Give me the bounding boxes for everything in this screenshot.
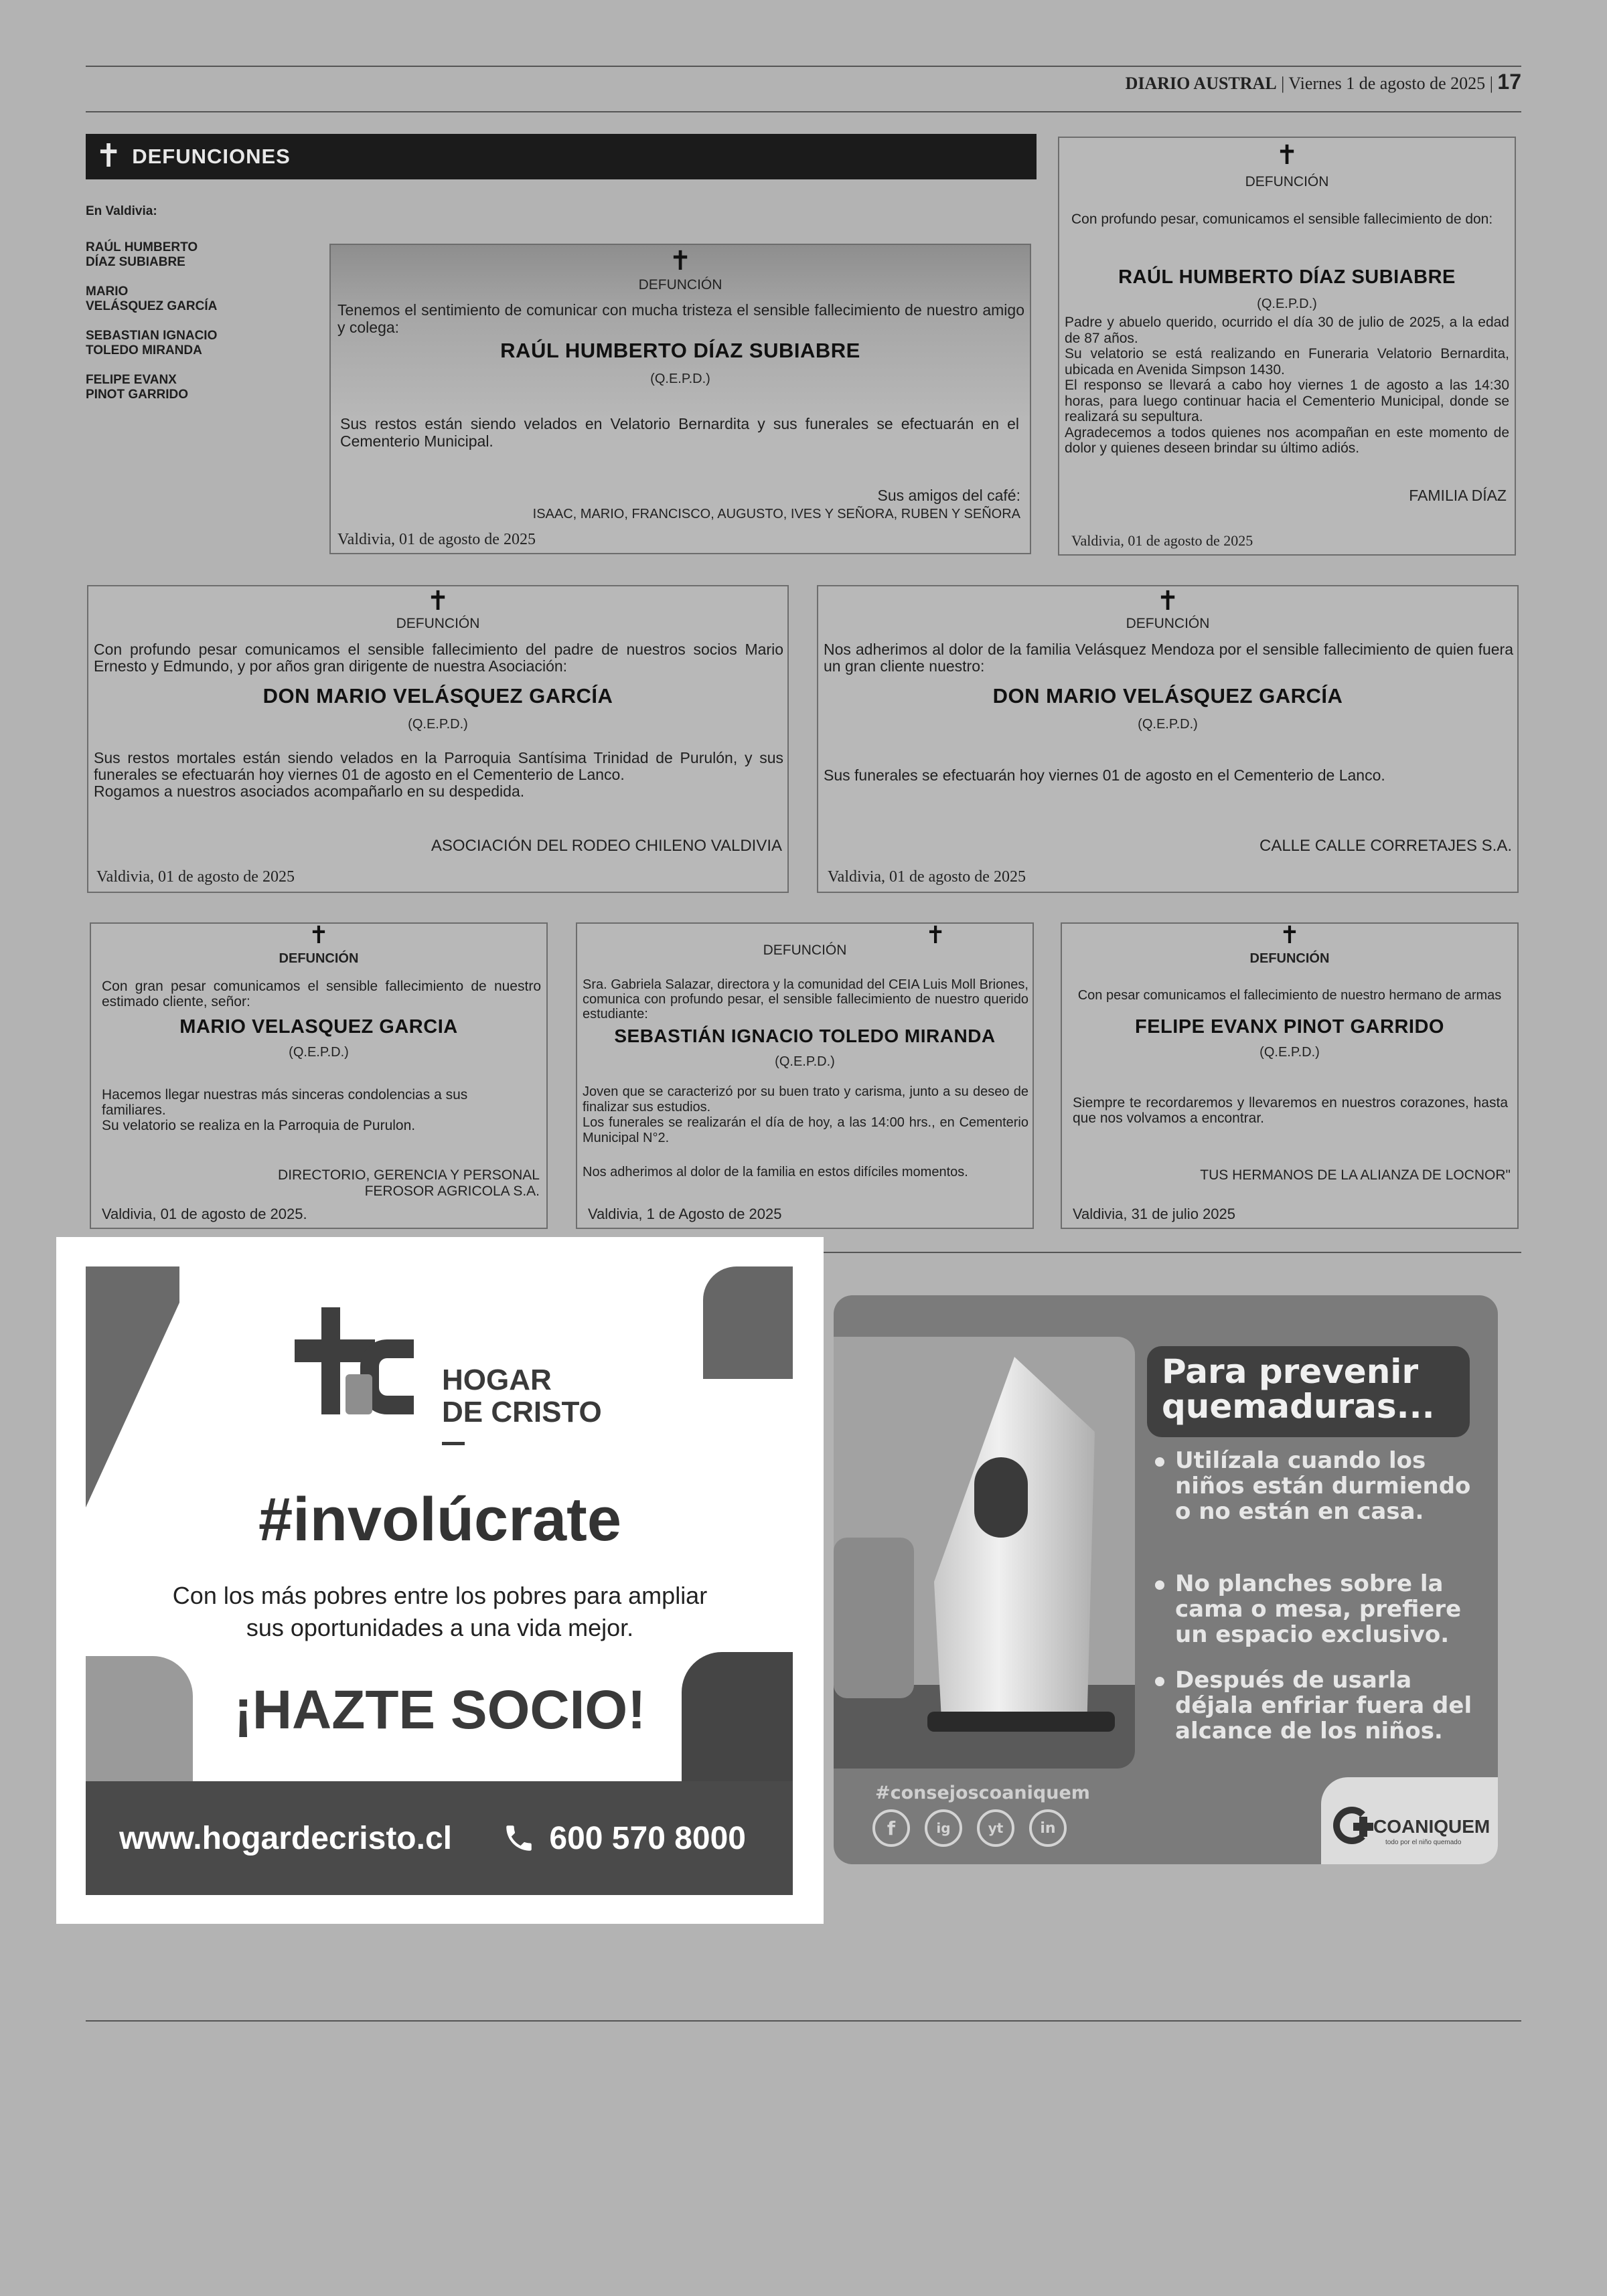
youtube-icon[interactable]: yt: [977, 1809, 1014, 1847]
qepd: (Q.E.P.D.): [1257, 297, 1317, 311]
cross-icon: ✝: [669, 246, 692, 276]
tip-bullet: Después de usarla déjala enfriar fuera del alcance de los niños.: [1155, 1667, 1476, 1744]
page-header: DIARIO AUSTRAL | Viernes 1 de agosto de 2025 | 17: [1125, 70, 1521, 94]
death-notice: [576, 922, 1034, 1229]
section-title-bar: [86, 134, 1037, 179]
header-rule: [86, 111, 1521, 112]
hashtag: #involúcrate: [258, 1485, 621, 1554]
qepd: (Q.E.P.D.): [408, 717, 468, 732]
phone-block: [502, 1820, 746, 1857]
coaniquem-logo: [1321, 1777, 1498, 1864]
hogar-logo-icon: [295, 1307, 415, 1421]
ad-title: Para prevenir quemaduras...: [1147, 1346, 1470, 1437]
death-notice: [1061, 922, 1519, 1229]
qepd: (Q.E.P.D.): [1259, 1045, 1320, 1060]
deceased-name: DON MARIO VELÁSQUEZ GARCÍA: [262, 684, 613, 708]
section-title: DEFUNCIONES: [132, 145, 291, 168]
notice-label: DEFUNCIÓN: [1245, 174, 1329, 189]
notice-body: Padre y abuelo querido, ocurrido el día 30 de julio de 2025, a la edad de 87 años. Su velatorio se está realizando en Funeraria Velatorio Bernardita, ubicada en Avenida Simpson 1430. El responso se llevará a cabo hoy viernes 1 de agosto a las 14:30 horas, para luego continuar hacia el Cementerio Municipal, donde se realizará su sepultura. Agradecemos a todos quienes nos acompañan en este momento de dolor y quienes deseen brindar su último adiós.: [1065, 315, 1509, 456]
notice-date: Valdivia, 01 de agosto de 2025: [828, 868, 1026, 886]
tagline: Con los más pobres entre los pobres para ampliar sus oportunidades a una vida mejor.: [172, 1582, 708, 1641]
cross-icon: ✝: [427, 586, 449, 617]
index-name: FELIPE EVANX PINOT GARRIDO: [86, 373, 189, 402]
decor-shape: [703, 1266, 793, 1379]
notice-intro: Con gran pesar comunicamos el sensible fallecimiento de nuestro estimado cliente, señor:: [102, 979, 541, 1009]
death-notice: [1058, 137, 1516, 556]
issue-date: Viernes 1 de agosto de 2025: [1288, 74, 1486, 93]
paper-name: DIARIO AUSTRAL: [1125, 74, 1277, 93]
deceased-name: FELIPE EVANX PINOT GARRIDO: [1134, 1016, 1444, 1038]
notice-body: Sus funerales se efectuarán hoy viernes 01 de agosto en el Cementerio de Lanco.: [824, 766, 1385, 784]
index-name: MARIO VELÁSQUEZ GARCÍA: [86, 284, 218, 313]
notice-date: Valdivia, 31 de julio 2025: [1073, 1206, 1235, 1222]
cross-icon: ✝: [95, 139, 123, 174]
notice-date: Valdivia, 01 de agosto de 2025: [1071, 532, 1253, 549]
deceased-name: RAÚL HUMBERTO DÍAZ SUBIABRE: [1118, 266, 1456, 288]
phone-icon: [502, 1821, 536, 1855]
phone-number: 600 570 8000: [549, 1820, 746, 1856]
notice-body: Nos adherimos al dolor de la familia en estos difíciles momentos.: [583, 1165, 968, 1179]
index-name: RAÚL HUMBERTO DÍAZ SUBIABRE: [86, 240, 198, 269]
iron-icon: [934, 1357, 1095, 1732]
notice-label: DEFUNCIÓN: [763, 942, 847, 958]
notice-body: Siempre te recordaremos y llevaremos en nuestros corazones, hasta que nos volvamos a encontrar.: [1073, 1095, 1508, 1126]
deaths-index: [86, 204, 240, 417]
notice-label: DEFUNCIÓN: [279, 951, 359, 966]
instagram-icon[interactable]: ig: [925, 1809, 962, 1847]
notice-intro: Con profundo pesar comunicamos el sensible fallecimiento del padre de nuestros socios Mario Ernesto y Edmundo, y por años gran dirigente de nuestra Asociación:: [94, 641, 783, 675]
facebook-icon[interactable]: f: [872, 1809, 910, 1847]
page-number: 17: [1497, 70, 1521, 94]
notice-intro: Tenemos el sentimiento de comunicar con mucha tristeza el sensible fallecimiento de nuestro amigo y colega:: [337, 301, 1024, 336]
cross-icon: ✝: [1279, 922, 1300, 949]
index-city: En Valdivia:: [86, 204, 157, 218]
tip-bullet: Utilízala cuando los niños están durmiendo o no están en casa.: [1155, 1448, 1476, 1524]
notice-signature: DIRECTORIO, GERENCIA Y PERSONAL: [278, 1167, 540, 1183]
notice-date: Valdivia, 01 de agosto de 2025: [96, 868, 295, 886]
notice-signature: ASOCIACIÓN DEL RODEO CHILENO VALDIVIA: [431, 837, 782, 855]
notice-signature: FEROSOR AGRICOLA S.A.: [364, 1183, 540, 1199]
qepd: (Q.E.P.D.): [1138, 717, 1198, 732]
ad-footer: [86, 1781, 793, 1895]
notice-label: DEFUNCIÓN: [396, 616, 480, 631]
index-name: SEBASTIAN IGNACIO TOLEDO MIRANDA: [86, 329, 218, 357]
notice-date: Valdivia, 01 de agosto de 2025.: [102, 1206, 307, 1222]
coaniquem-cross-icon: [1333, 1807, 1373, 1847]
hogar-de-cristo-ad: [56, 1237, 824, 1924]
notice-signature: TUS HERMANOS DE LA ALIANZA DE LOCNOR": [1200, 1167, 1511, 1183]
hogar-brand: HOGAR DE CRISTO: [442, 1364, 602, 1445]
page-bottom-rule: [86, 2020, 1521, 2022]
deceased-name: SEBASTIÁN IGNACIO TOLEDO MIRANDA: [614, 1026, 996, 1046]
cross-icon: ✝: [1156, 586, 1179, 617]
decor-shape: [86, 1266, 179, 1507]
tip-bullet: No planches sobre la cama o mesa, prefiere un espacio exclusivo.: [1155, 1571, 1476, 1647]
ad-hashtag: #consejoscoaniquem: [875, 1783, 1090, 1803]
notice-body: Sus restos están siendo velados en Velatorio Bernardita y sus funerales se efectuarán en el Cementerio Municipal.: [340, 415, 1019, 450]
qepd: (Q.E.P.D.): [650, 372, 710, 386]
coaniquem-ad: [834, 1295, 1498, 1864]
notice-label: DEFUNCIÓN: [1249, 951, 1330, 966]
top-rule: [86, 66, 1521, 67]
notice-signature: CALLE CALLE CORRETAJES S.A.: [1259, 837, 1512, 855]
notice-label: DEFUNCIÓN: [638, 277, 722, 293]
cross-icon: ✝: [308, 922, 329, 949]
qepd: (Q.E.P.D.): [775, 1054, 835, 1069]
iron-photo: [834, 1337, 1135, 1769]
cross-icon: ✝: [1276, 140, 1298, 171]
notice-body: Hacemos llegar nuestras más sinceras condolencias a sus familiares. Su velatorio se realiza en la Parroquia de Purulon.: [102, 1087, 468, 1133]
notice-body: Joven que se caracterizó por su buen trato y carisma, junto a su deseo de finalizar sus estudios. Los funerales se realizarán el día de hoy, a las 14:00 hrs., en Cementerio Municipal N°2.: [583, 1084, 1028, 1145]
notice-date: Valdivia, 01 de agosto de 2025: [337, 531, 536, 548]
death-notice: [87, 585, 789, 893]
cta-heading: ¡HAZTE SOCIO!: [234, 1679, 646, 1740]
coaniquem-slogan: todo por el niño quemado: [1385, 1839, 1462, 1846]
website-link[interactable]: www.hogardecristo.cl: [119, 1820, 452, 1856]
notice-signature: FAMILIA DÍAZ: [1409, 487, 1507, 504]
notice-intro: Sra. Gabriela Salazar, directora y la comunidad del CEIA Luis Moll Briones, comunica con profundo pesar, el sensible fallecimiento de nuestro querido estudiante:: [583, 977, 1028, 1021]
deceased-name: MARIO VELASQUEZ GARCIA: [179, 1016, 458, 1038]
notice-signature: Sus amigos del café:: [877, 487, 1020, 504]
notice-intro: Con pesar comunicamos el fallecimiento de nuestro hermano de armas: [1077, 988, 1502, 1003]
notice-intro: Nos adherimos al dolor de la familia Velásquez Mendoza por el sensible fallecimiento de quien fuera un gran cliente nuestro:: [824, 641, 1513, 675]
notice-intro: Con profundo pesar, comunicamos el sensible fallecimiento de don:: [1071, 212, 1493, 227]
qepd: (Q.E.P.D.): [289, 1045, 349, 1060]
death-notice: [817, 585, 1519, 893]
deceased-name: RAÚL HUMBERTO DÍAZ SUBIABRE: [500, 339, 860, 362]
notice-date: Valdivia, 1 de Agosto de 2025: [588, 1206, 782, 1222]
notice-label: DEFUNCIÓN: [1126, 616, 1210, 631]
coaniquem-brand: COANIQUEM: [1373, 1816, 1490, 1837]
linkedin-icon[interactable]: in: [1029, 1809, 1067, 1847]
cross-icon: ✝: [925, 922, 946, 949]
notice-body: Sus restos mortales están siendo velados en la Parroquia Santísima Trinidad de Purulón, y sus funerales se efectuarán hoy viernes 01 de agosto en el Cementerio de Lanco. Rogamos a nuestros asociados acompañarlo en su despedida.: [94, 749, 783, 800]
death-notice: [90, 922, 548, 1229]
notice-signature: ISAAC, MARIO, FRANCISCO, AUGUSTO, IVES Y SEÑORA, RUBEN Y SEÑORA: [532, 507, 1020, 521]
death-notice: [329, 244, 1031, 554]
deceased-name: DON MARIO VELÁSQUEZ GARCÍA: [992, 684, 1343, 708]
